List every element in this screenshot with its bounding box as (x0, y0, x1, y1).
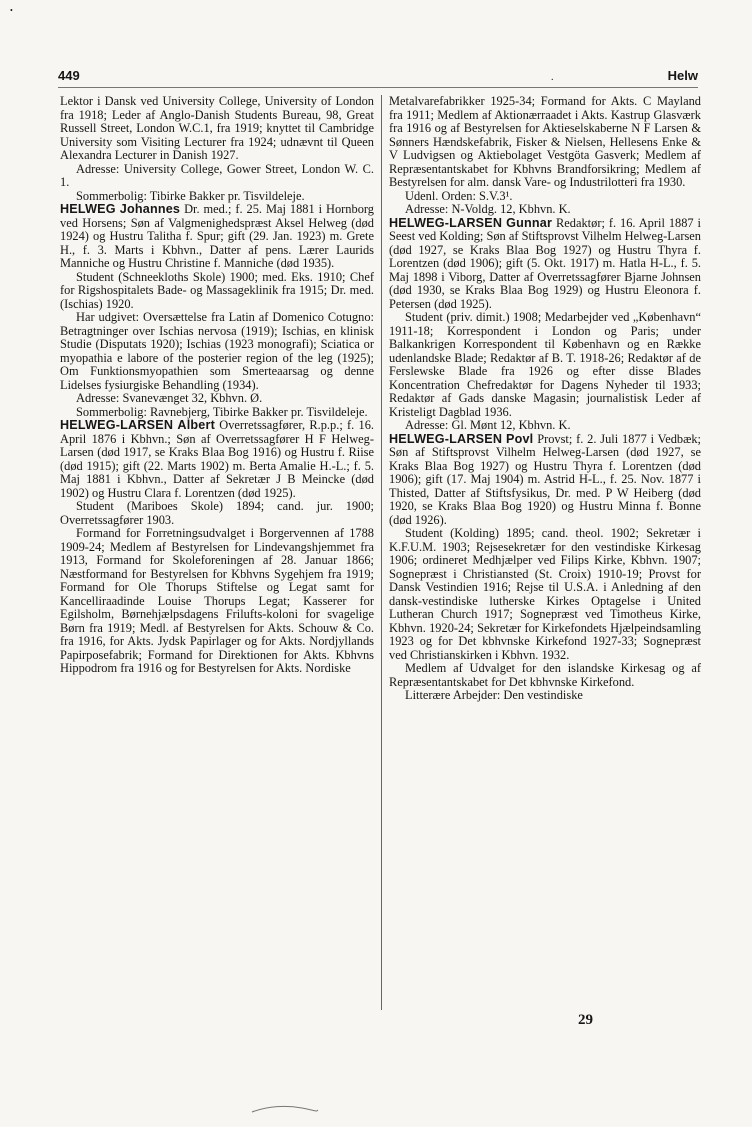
entry-summer-residence: Sommerbolig: Tibirke Bakker pr. Tisvildeleje. (76, 188, 305, 203)
entry-bio: Dr. med.; f. 25. Maj 1881 i Hornborg ved Horsens; Søn af Valgmenighedspræst Aksel Helweg (død 1924) og Hustru Talitha f. Spur; gift (29. Jan. 1923) m. Grete H., f. 3. Marts i Kbhvn., Datter af pens. Lærer Laurids Manniche og Hustru Christine f. Manniche (død 1935). (60, 202, 374, 270)
printer-flourish (250, 1102, 320, 1116)
entry-orders: Udenl. Orden: S.V.3¹. (405, 188, 513, 203)
entry-given-name: Johannes (119, 202, 181, 216)
entry-bio: Provst; f. 2. Juli 1877 i Vedbæk; Søn af Stiftsprovst Vilhelm Helweg-Larsen (død 1927, se Kraks Blaa Bog 1927) og Hustru Thyra f. Lorentzen (død 1906); gift (17. Maj 1904) m. Astrid H-L., f. 25. Nov. 1877 i Thisted, Datter af Stiftsfysikus, Dr. med. P W Heiberg (død 1920, se Kraks Blaa Bog 1920) og Hustru Minna f. Bonne (død 1926). (389, 431, 701, 527)
header-dot: . (551, 72, 554, 83)
entry-career: Student (priv. dimit.) 1908; Medarbejder ved „København“ 1911-18; Korrespondent i London og Paris; under Balkankrigen Korrespondent til København og en Række udenlandske Blade; Redaktør af B. T. 1918-26; Redaktør af de Ferslewske Blade fra 1926 og efter disse Blades Koncentration Chefredaktør for Dagens Nyheder til 1933; Redaktør af Gads danske Magasin; journalistisk Leder af Kristeligt Dagblad 1936. (389, 310, 701, 419)
entry-address: Adresse: Gl. Mønt 12, Kbhvn. K. (405, 418, 571, 432)
entry-memberships: Medlem af Udvalget for den islandske Kirkesag og af Repræsentantskabet for Det kbhvnske Kirkefond. (389, 661, 701, 689)
entry-positions: Formand for Forretningsudvalget i Borgervennen af 1788 1909-24; Medlem af Bestyrelsen for Lindevangshjemmet fra 1913, Formand for Skoleforeningen af 28. Januar 1866; Næstformand for Bestyrelsen for Kbhvns Sygehjem fra 1919; Formand for Ole Thorups Stiftelse og Legat samt for Kancelliraadinde Louise Thorups Legat; Kasserer for Egilsholm, Børnehjælpsdagens Frilufts-koloni for svagelige Børn fra 1919; Medl. af Bestyrelsen for Akts. Schouw & Co. fra 1916, for Akts. Jydsk Papirlager og for Akts. Nordjyllands Papirposefabrik; Formand for Direktionen for Akts. Kbhvns Hippodrom fra 1916 og for Bestyrelsen for Akts. Nordiske (60, 526, 374, 675)
entry-literary-works: Litterære Arbejder: Den vestindiske (405, 688, 583, 702)
page-header (58, 68, 698, 88)
sheet-signature-number: 29 (578, 1012, 593, 1028)
margin-dot: • (10, 6, 13, 15)
header-rule (58, 87, 698, 88)
entry-headword: HELWEG-LARSEN (389, 431, 503, 446)
entry-helweg-larsen-povl (389, 433, 701, 528)
column-divider (381, 95, 382, 1010)
entry-continuation: Lektor i Dansk ved University College, University of London fra 1918; Leder af Anglo-Danish Students Bureau, 98, Great Russell Street, London W.C.1, fra 1919; knyttet til Cambridge University som Visiting Lecturer fra 1924; udnævnt til Queen Alexandra Lecturer in Danish 1927. (60, 94, 374, 162)
entry-helweg-johannes (60, 203, 374, 271)
entry-continuation: Metalvarefabrikker 1925-34; Formand for Akts. C Mayland fra 1911; Medlem af Aktionærraadet i Akts. Kastrup Glasværk fra 1916 og af Bestyrelsen for Aktieselskaberne N F Larsen & Sønners Hændskefabrik, Fisker & Nielsen, Hellesens Enke & V Ludvigsen og Aktiebolaget Vestgöta Gasverk; Medlem af Repræsentantskabet for Kbhvns Brandforsikring; Medlem af Bestyrelsen for alm. dansk Vare- og Industrilotteri fra 1930. (389, 94, 701, 189)
entry-given-name: Povl (505, 431, 534, 446)
running-head: Helw (667, 68, 698, 83)
left-column (60, 95, 374, 676)
right-column (389, 95, 701, 703)
entry-summer-residence: Sommerbolig: Ravnebjerg, Tibirke Bakker pr. Tisvildeleje. (76, 404, 368, 419)
entry-publications: Har udgivet: Oversættelse fra Latin af Domenico Cotugno: Betragtninger over Ischias nervosa (1919); Ischias, en klinisk Studie (Disputats 1920); Ischias (1923 monografi); Sciatica or myopathia e labore of the posterier region of the leg (1925); Om Funktionsmyopathien som Smerteaarsag og denne Lidelses fysiurgiske Behandling (1934). (60, 310, 374, 392)
entry-address: Adresse: University College, Gower Street, London W. C. 1. (60, 161, 374, 189)
entry-headword: HELWEG-LARSEN (389, 215, 503, 230)
entry-given-name: Gunnar (506, 215, 553, 230)
entry-bio: Redaktør; f. 16. April 1887 i Seest ved Kolding; Søn af Stiftsprovst Vilhelm Helweg-Larsen (død 1927, se Kraks Blaa Bog 1927) og Hustru Thyra f. Lorentzen (død 1906); gift (5. Okt. 1917) m. Hatla H-L., f. 5. Maj 1898 i Viborg, Datter af Overretssagfører Bjarne Johnsen (død 1930, se Kraks Blaa Bog 1929) og Hustru Eleonora f. Petersen (død 1925). (389, 215, 701, 311)
entry-headword: HELWEG-LARSEN (60, 418, 174, 432)
entry-helweg-larsen-gunnar (389, 217, 701, 312)
entry-education: Student (Mariboes Skole) 1894; cand. jur. 1900; Overretssagfører 1903. (60, 499, 374, 527)
entry-address: Adresse: Svanevænget 32, Kbhvn. Ø. (76, 391, 263, 405)
entry-given-name: Albert (177, 418, 216, 432)
page-number: 449 (58, 68, 80, 83)
entry-bio: Overretssagfører, R.p.p.; f. 16. April 1876 i Kbhvn.; Søn af Overretssagfører H F Helweg-Larsen (død 1917, se Kraks Blaa Bog 1916) og Hustru f. Riise (død 1915); gift (22. Marts 1902) m. Berta Amalie H.-L.; f. 5. Maj 1881 i Kbhvn., Datter af Sekretær J B Meincke (død 1902) og Hustru Clara f. Lorentzen (død 1925). (60, 418, 374, 500)
entry-education: Student (Schneekloths Skole) 1900; med. Eks. 1910; Chef for Rigshospitalets Bade- og Massageklinik fra 1915; Dr. med. (Ischias) 1920. (60, 269, 374, 311)
entry-helweg-larsen-albert (60, 419, 374, 500)
entry-address: Adresse: N-Voldg. 12, Kbhvn. K. (405, 202, 571, 216)
entry-headword: HELWEG (60, 202, 116, 216)
entry-career: Student (Kolding) 1895; cand. theol. 1902; Sekretær i K.F.U.M. 1903; Rejsesekretær for den vestindiske Kirkesag 1906; ordineret Medhjælper ved Filips Kirke, Kbhvn. 1907; Sognepræst i Christiansted (St. Croix) 1910-19; Provst for Dansk Vestindien 1916; Rejse til U.S.A. i Anledning af den dansk-vestindiske lutherske Kirkes Optagelse i United Lutheran Church 1917; Sognepræst ved Timotheus Kirke, Kbhvn. 1920-24; Sekretær for Kirkefondets Hjælpeindsamling 1923 og for Det kbhvnske Kirkefond 1927-33; Sognepræst ved Christianskirken i Kbhvn. 1932. (389, 526, 701, 662)
